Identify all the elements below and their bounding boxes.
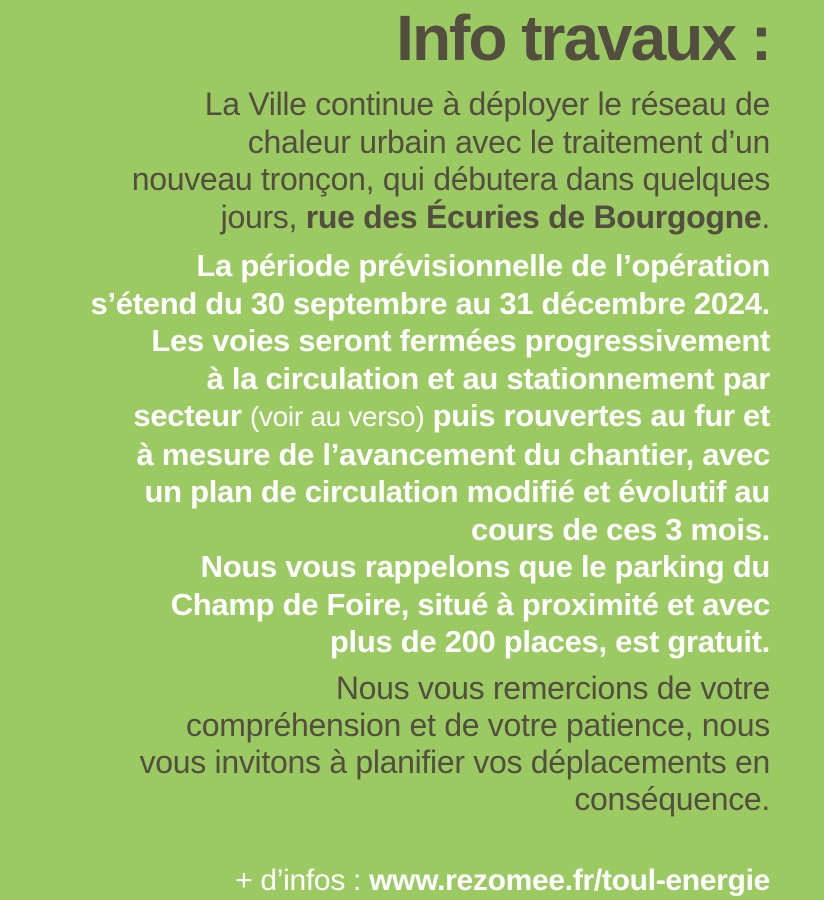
intro-line: chaleur urbain avec le traitement d’un <box>247 123 770 160</box>
footer <box>235 864 770 898</box>
intro-line: La Ville continue à déployer le réseau de <box>204 86 770 122</box>
operation-line: La période prévisionnelle de l’opération <box>196 248 770 283</box>
operation-dates-line: s’étend du 30 septembre au 31 décembre 2024. <box>90 285 770 321</box>
website-url: www.rezomee.fr/toul-energie <box>369 864 770 897</box>
parking-line: plus de 200 places, est gratuit. <box>329 624 770 659</box>
thanks-line: compréhension et de votre patience, nous <box>186 706 770 743</box>
thanks-paragraph <box>20 670 770 818</box>
operation-line: cours de ces 3 mois. <box>471 511 770 547</box>
operation-line: Les voies seront fermées progressivement <box>151 323 770 358</box>
parking-line: Nous vous rappelons que le parking du <box>200 549 770 584</box>
operation-paragraph <box>20 247 770 661</box>
intro-line-street <box>221 199 770 235</box>
intro-line-period: . <box>761 198 770 235</box>
more-info-label: + d’infos : <box>235 864 370 897</box>
thanks-line: vous invitons à planifier vos déplacements en <box>139 743 770 780</box>
operation-line: un plan de circulation modifié et évolutif au <box>144 474 770 509</box>
verso-note: (voir au verso) <box>249 401 425 432</box>
operation-mixed-line <box>133 398 770 433</box>
page-title: Info travaux : <box>396 2 770 74</box>
intro-paragraph <box>20 86 770 236</box>
parking-line: Champ de Foire, situé à proximité et avec <box>170 586 770 622</box>
intro-line-prefix: jours, <box>220 198 306 235</box>
thanks-line: Nous vous remercions de votre <box>335 669 770 706</box>
operation-line: à mesure de l’avancement du chantier, avec <box>136 436 770 472</box>
intro-line: nouveau tronçon, qui débutera dans quelques <box>131 161 770 197</box>
operation-line: à la circulation et au stationnement par <box>206 360 770 396</box>
thanks-line: conséquence. <box>574 780 770 817</box>
sector-label: secteur <box>133 398 250 433</box>
street-name: rue des Écuries de Bourgogne <box>305 198 762 235</box>
operation-line-tail: puis rouvertes au fur et <box>424 398 770 433</box>
